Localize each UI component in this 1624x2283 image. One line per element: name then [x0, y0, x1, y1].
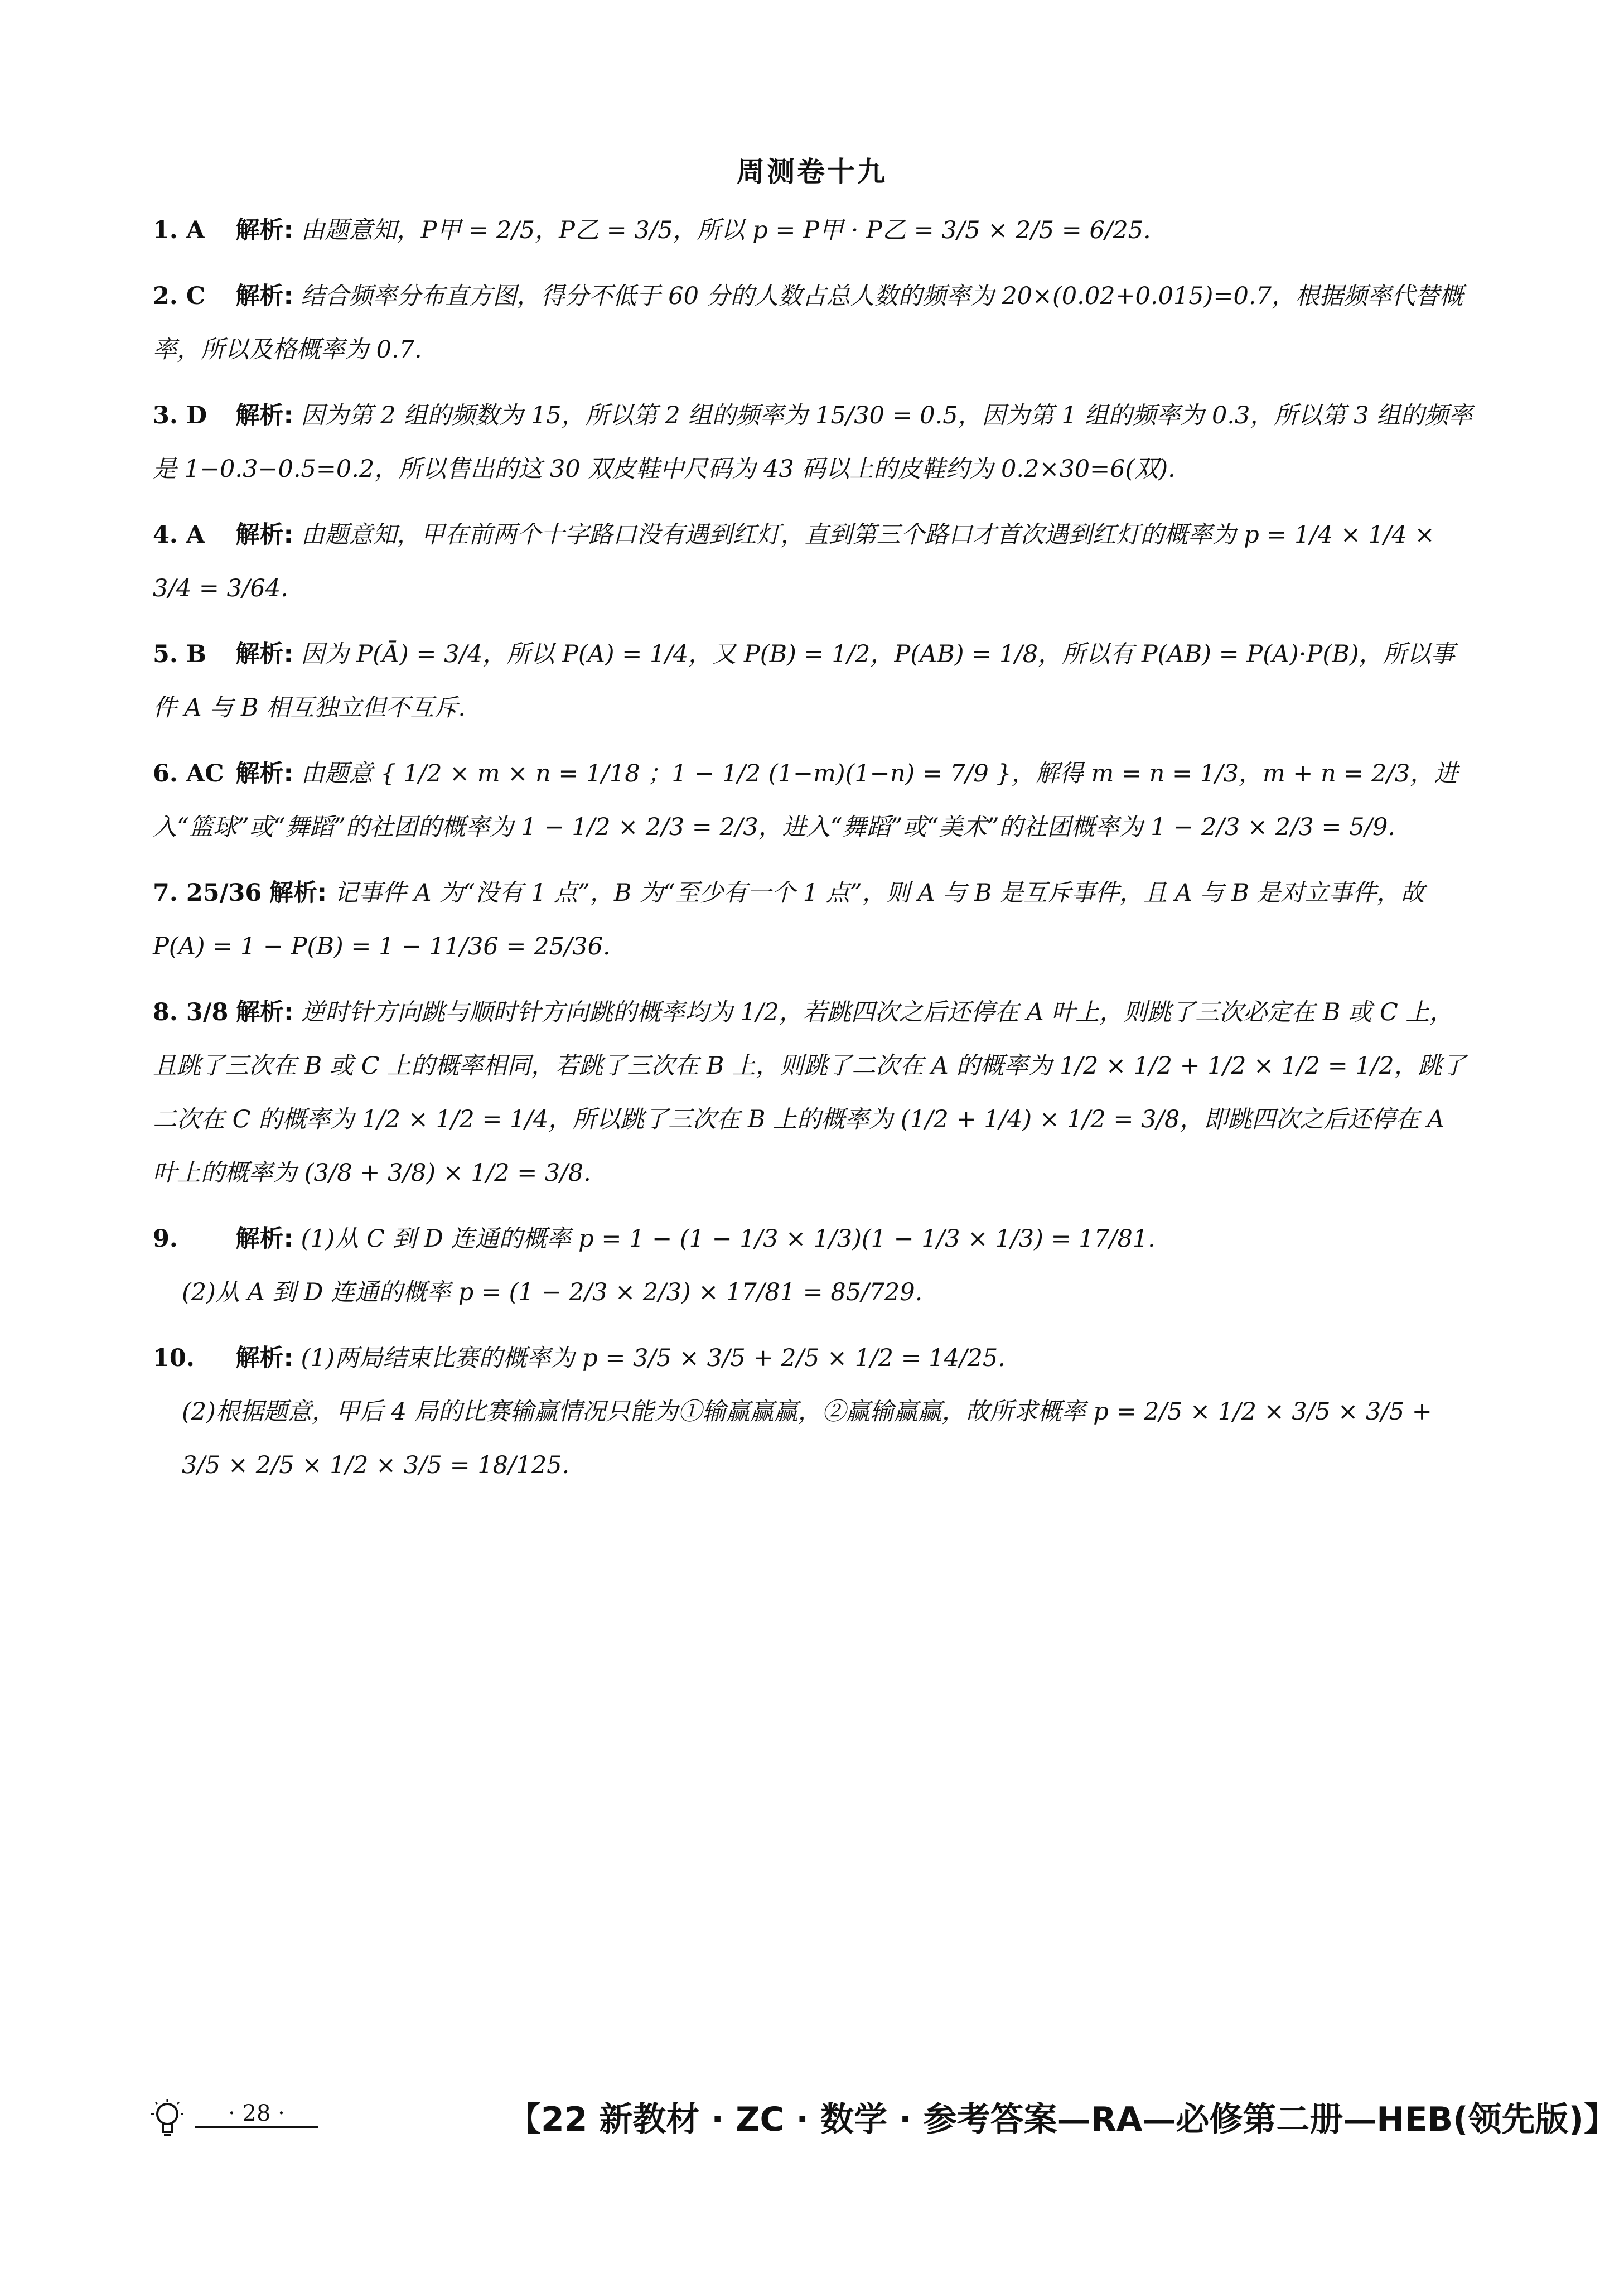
answer-list	[153, 204, 1475, 1492]
answer-text: 由题意知，P甲 = 2/5，P乙 = 3/5，所以 p = P甲 · P乙 = 3/5 × 2/5 = 6/25.	[301, 216, 1151, 244]
answer-number: 6. AC	[153, 760, 224, 788]
analysis-label: 解析	[236, 998, 284, 1026]
answer-text: 记事件 A 为“没有 1 点”，B 为“至少有一个 1 点”，则 A 与 B 是互斥事件，且 A 与 B 是对立事件，故 P(A) = 1 − P(B) = 1 − 11/36 = 25/36.	[153, 879, 1425, 960]
answer-number: 1. A	[153, 216, 205, 244]
answer-item-1: 1. A 解析: 由题意知，P甲 = 2/5，P乙 = 3/5，所以 p = P甲 · P乙 = 3/5 × 2/5 = 6/25.	[153, 204, 1475, 257]
answer-number: 4. A	[153, 521, 205, 549]
answer-item-10: 10. 解析: (1)两局结束比赛的概率为 p = 3/5 × 3/5 + 2/5 × 1/2 = 14/25. (2)根据题意，甲后 4 局的比赛输赢情况只能为①输赢赢赢，②赢输赢赢，故所求概率 p = 2/5 × 1/2 × 3/5 × 3/5 + 3/5 × 2/5 × 1/2 × 3/5 = 18/125.	[153, 1331, 1475, 1492]
lightbulb-icon	[151, 2098, 184, 2140]
answer-number: 5. B	[153, 640, 207, 668]
analysis-label: 解析	[269, 879, 317, 907]
answer-number: 7. 25/36	[153, 879, 262, 907]
answer-item-6: 6. AC 解析: 由题意 { 1/2 × m × n = 1/18 ；1 − 1/2 (1−m)(1−n) = 7/9 }，解得 m = n = 1/3，m + n = 2/3，进入“篮球”或“舞蹈”的社团的概率为 1 − 1/2 × 2/3 = 2/3，进入“舞蹈”或“美术”的社团概率为 1 − 2/3 × 2/3 = 5/9.	[153, 747, 1475, 854]
book-info: 【22 新教材 · ZC · 数学 · 参考答案—RA—必修第二册—HEB(领先版)】	[508, 2100, 1618, 2139]
answer-text: (1)两局结束比赛的概率为 p = 3/5 × 3/5 + 2/5 × 1/2 = 14/25.	[301, 1344, 1006, 1372]
answer-subpart: (2)从 A 到 D 连通的概率 p = (1 − 2/3 × 2/3) × 17/81 = 85/729.	[182, 1278, 923, 1306]
answer-number: 9.	[153, 1225, 178, 1253]
analysis-label: 解析	[235, 1344, 284, 1372]
answer-item-8: 8. 3/8 解析: 逆时针方向跳与顺时针方向跳的概率均为 1/2，若跳四次之后还停在 A 叶上，则跳了三次必定在 B 或 C 上，且跳了三次在 B 或 C 上的概率相同，若跳了三次在 B 上，则跳了二次在 A 的概率为 1/2 × 1/2 + 1/2 × 1/2 = 1/2，跳了二次在 C 的概率为 1/2 × 1/2 = 1/4，所以跳了三次在 B 上的概率为 (1/2 + 1/4) × 1/2 = 3/8，即跳四次之后还停在 A 叶上的概率为 (3/8 + 3/8) × 1/2 = 3/8.	[153, 986, 1475, 1200]
analysis-label: 解析	[235, 1225, 284, 1253]
answer-item-2: 2. C 解析: 结合频率分布直方图，得分不低于 60 分的人数占总人数的频率为 20×(0.02+0.015)=0.7，根据频率代替概率，所以及格概率为 0.7.	[153, 269, 1475, 377]
answer-item-7: 7. 25/36 解析: 记事件 A 为“没有 1 点”，B 为“至少有一个 1 点”，则 A 与 B 是互斥事件，且 A 与 B 是对立事件，故 P(A) = 1 − P(B) = 1 − 11/36 = 25/36.	[153, 866, 1475, 973]
analysis-label: 解析	[235, 216, 284, 244]
analysis-label: 解析	[235, 640, 284, 668]
answer-item-5: 5. B 解析: 因为 P(Ā) = 3/4，所以 P(A) = 1/4，又 P(B) = 1/2，P(AB) = 1/8，所以有 P(AB) = P(A)·P(B)，所以事件 A 与 B 相互独立但不互斥.	[153, 628, 1475, 735]
answer-text: 因为第 2 组的频数为 15，所以第 2 组的频率为 15/30 = 0.5，因为第 1 组的频率为 0.3，所以第 3 组的频率是 1−0.3−0.5=0.2，所以售出的这 30 双皮鞋中尺码为 43 码以上的皮鞋约为 0.2×30=6(双).	[153, 402, 1473, 483]
analysis-label: 解析	[235, 760, 284, 788]
answer-number: 2. C	[153, 282, 206, 310]
page-footer	[151, 2093, 1618, 2143]
page-number: · 28 ·	[195, 2101, 318, 2128]
answer-item-9: 9. 解析: (1)从 C 到 D 连通的概率 p = 1 − (1 − 1/3 × 1/3)(1 − 1/3 × 1/3) = 17/81. (2)从 A 到 D 连通的概率 p = (1 − 2/3 × 2/3) × 17/81 = 85/729.	[153, 1212, 1475, 1319]
answer-text: 逆时针方向跳与顺时针方向跳的概率均为 1/2，若跳四次之后还停在 A 叶上，则跳了三次必定在 B 或 C 上，且跳了三次在 B 或 C 上的概率相同，若跳了三次在 B 上，则跳了二次在 A 的概率为 1/2 × 1/2 + 1/2 × 1/2 = 1/2，跳了二次在 C 的概率为 1/2 × 1/2 = 1/4，所以跳了三次在 B 上的概率为 (1/2 + 1/4) × 1/2 = 3/8，即跳四次之后还停在 A 叶上的概率为 (3/8 + 3/8) × 1/2 = 3/8.	[153, 998, 1466, 1187]
answer-number: 8. 3/8	[153, 998, 229, 1026]
answer-item-3: 3. D 解析: 因为第 2 组的频数为 15，所以第 2 组的频率为 15/30 = 0.5，因为第 1 组的频率为 0.3，所以第 3 组的频率是 1−0.3−0.5=0.2，所以售出的这 30 双皮鞋中尺码为 43 码以上的皮鞋约为 0.2×30=6(双).	[153, 389, 1475, 496]
analysis-label: 解析	[235, 402, 284, 429]
answer-subpart: (2)根据题意，甲后 4 局的比赛输赢情况只能为①输赢赢赢，②赢输赢赢，故所求概率 p = 2/5 × 1/2 × 3/5 × 3/5 + 3/5 × 2/5 × 1/2 × 3/5 = 18/125.	[182, 1398, 1432, 1479]
page-title: 周测卷十九	[737, 156, 887, 188]
answer-number: 3. D	[153, 402, 207, 429]
answer-text: 因为 P(Ā) = 3/4，所以 P(A) = 1/4，又 P(B) = 1/2，P(AB) = 1/8，所以有 P(AB) = P(A)·P(B)，所以事件 A 与 B 相互独立但不互斥.	[153, 640, 1455, 722]
answer-item-4: 4. A 解析: 由题意知，甲在前两个十字路口没有遇到红灯，直到第三个路口才首次遇到红灯的概率为 p = 1/4 × 1/4 × 3/4 = 3/64.	[153, 508, 1475, 615]
analysis-label: 解析	[235, 521, 284, 549]
analysis-label: 解析	[235, 282, 284, 310]
answer-number: 10.	[153, 1344, 195, 1372]
answer-text: 由题意 { 1/2 × m × n = 1/18 ；1 − 1/2 (1−m)(1−n) = 7/9 }，解得 m = n = 1/3，m + n = 2/3，进入“篮球”或“舞蹈”的社团的概率为 1 − 1/2 × 2/3 = 2/3，进入“舞蹈”或“美术”的社团概率为 1 − 2/3 × 2/3 = 5/9.	[153, 760, 1458, 841]
answer-text: 由题意知，甲在前两个十字路口没有遇到红灯，直到第三个路口才首次遇到红灯的概率为 p = 1/4 × 1/4 × 3/4 = 3/64.	[153, 521, 1435, 602]
answer-text: 结合频率分布直方图，得分不低于 60 分的人数占总人数的频率为 20×(0.02+0.015)=0.7，根据频率代替概率，所以及格概率为 0.7.	[153, 282, 1463, 364]
answer-text: (1)从 C 到 D 连通的概率 p = 1 − (1 − 1/3 × 1/3)(1 − 1/3 × 1/3) = 17/81.	[301, 1225, 1156, 1253]
